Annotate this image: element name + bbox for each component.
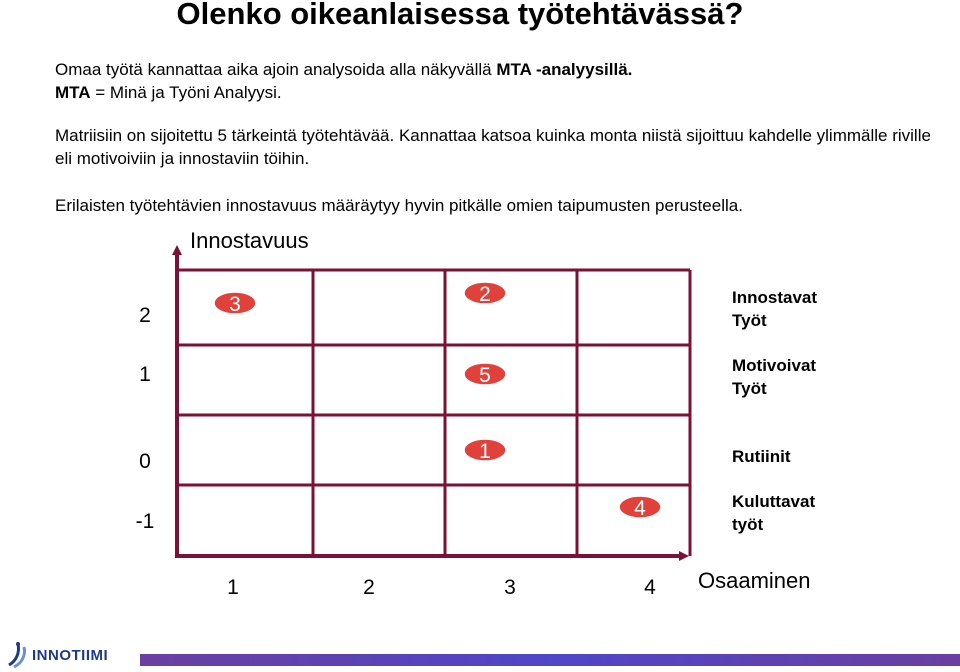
logo-text: INNOTIIMI <box>32 646 109 664</box>
intro-line1-bold: MTA -analyysillä. <box>496 60 633 79</box>
category-label: Rutiinit <box>732 447 791 466</box>
matrix-description: Matriisiin on sijoitettu 5 tärkeintä työtehtävää. Kannattaa katsoa kuinka monta niistä sijoittuu kahdelle ylimmälle riville eli motivoiviin ja innostaviin töihin. <box>55 126 931 168</box>
category-label: Motivoivat <box>732 356 817 375</box>
x-axis-labels <box>227 576 656 599</box>
category-label: Työt <box>732 379 767 398</box>
x-axis-title: Osaaminen <box>698 568 811 593</box>
y-level-label: 0 <box>139 450 151 473</box>
category-motivoivat <box>732 354 872 400</box>
x-level-label: 1 <box>227 576 239 599</box>
y-level-label: 1 <box>139 363 151 386</box>
innotiimi-logo-icon <box>6 641 28 669</box>
suitability-note: Erilaisten työtehtävien innostavuus määräytyy hyvin pitkälle omien taipumusten perusteella. <box>55 196 743 215</box>
x-level-label: 4 <box>644 576 656 599</box>
intro-line2-bold: MTA <box>55 83 91 102</box>
y-axis-title: Innostavuus <box>190 228 309 253</box>
task-marker-label: 3 <box>229 293 241 316</box>
task-marker-label: 1 <box>479 440 491 463</box>
task-marker <box>464 282 506 306</box>
task-marker <box>464 439 506 463</box>
matrix-grid <box>177 270 690 556</box>
y-level-label: 2 <box>139 304 151 327</box>
footer-logo <box>0 638 132 672</box>
category-label: työt <box>732 515 764 534</box>
category-label: Innostavat <box>732 288 818 307</box>
category-label: Työt <box>732 311 767 330</box>
footer-bar <box>140 654 960 666</box>
page-title: Olenko oikeanlaisessa työtehtävässä? <box>176 0 744 31</box>
task-marker <box>619 496 661 520</box>
x-level-label: 3 <box>504 576 516 599</box>
category-rutiinit <box>732 445 872 468</box>
task-marker-label: 2 <box>479 283 491 306</box>
task-marker <box>464 363 506 387</box>
y-axis-labels <box>136 304 155 533</box>
intro-line1-text: Omaa työtä kannattaa aika ajoin analysoida alla näkyvällä <box>55 60 497 79</box>
task-marker <box>214 292 256 316</box>
task-marker-label: 5 <box>479 364 491 387</box>
category-innostavat <box>732 286 872 332</box>
intro-line2-text: = Minä ja Työni Analyysi. <box>90 83 282 102</box>
y-level-label: -1 <box>135 510 155 533</box>
category-label: Kuluttavat <box>732 492 816 511</box>
category-kuluttavat <box>732 490 872 536</box>
x-level-label: 2 <box>363 576 375 599</box>
task-marker-label: 4 <box>634 497 646 520</box>
